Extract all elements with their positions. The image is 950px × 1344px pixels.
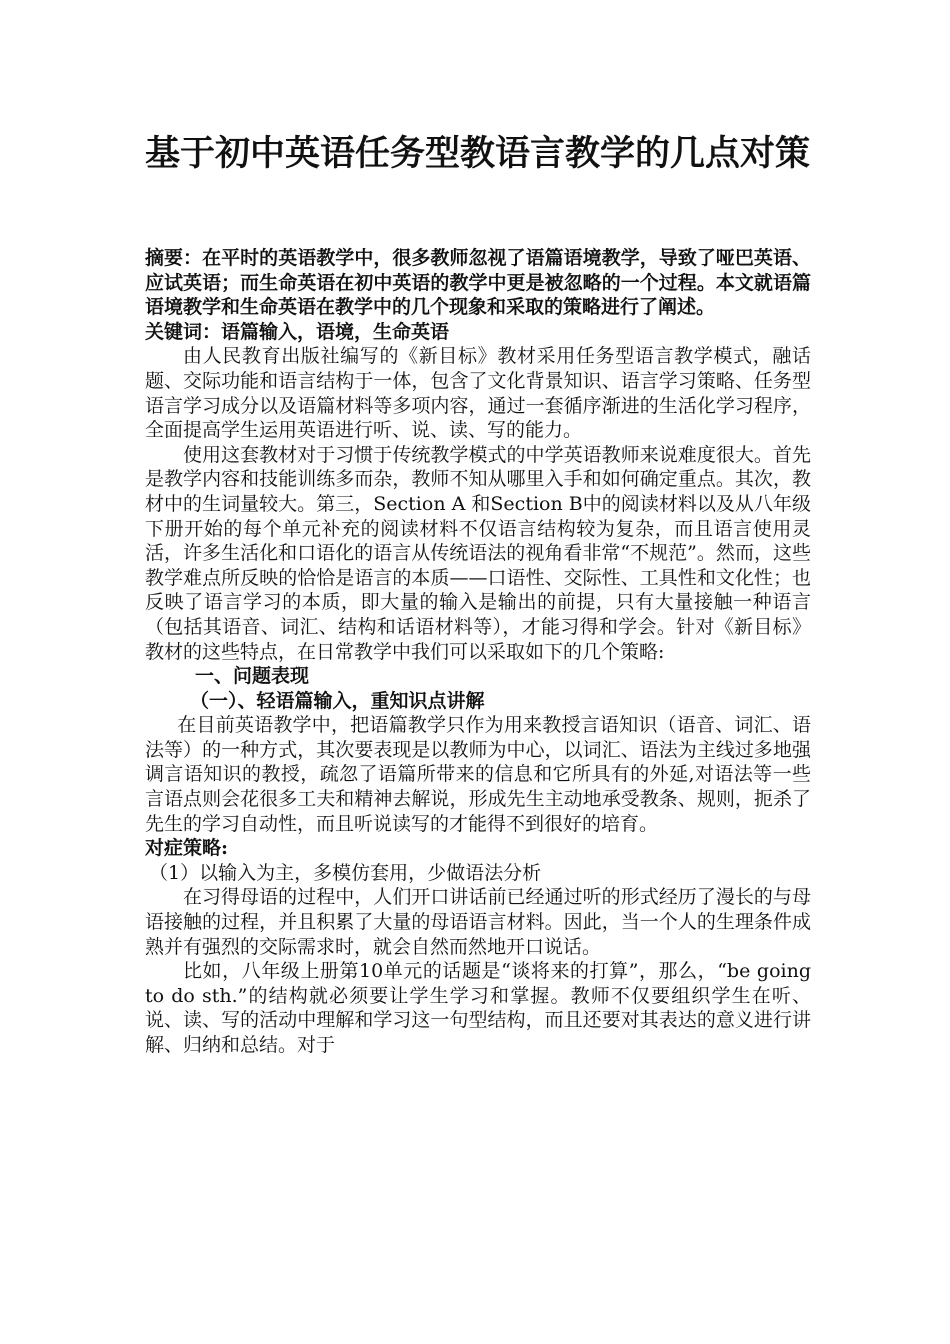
intro-paragraph-2: 使用这套教材对于习惯于传统教学模式的中学英语教师来说难度很大。首先是教学内容和技能训练多而杂，教师不知从哪里入手和如何确定重点。其次，教材中的生词量较大。第三，Section A 和Section B中的阅读材料以及从八年级下册开始的每个单元补充的阅读材料不仅语言结构较为复杂，而且语言使用灵活，许多生活化和口语化的语言从传统语法的视角看非常“不规范”。然而，这些教学难点所反映的恰恰是语言的本质——口语性、交际性、工具性和文化性；也反映了语言学习的本质，即大量的输入是输出的前提，只有大量接触一种语言（包括其语音、词汇、结构和话语材料等），才能习得和学会。针对《新目标》教材的这些特点，在日常教学中我们可以采取如下的几个策略: xyxy=(145,443,811,663)
subsection-heading-1: （一）、轻语篇输入，重知识点讲解 xyxy=(190,689,485,712)
document-body xyxy=(145,246,811,1058)
intro-paragraph-1: 由人民教育出版社编写的《新目标》教材采用任务型语言教学模式，融话题、交际功能和语言结构于一体，包含了文化背景知识、语言学习策略、任务型语言学习成分以及语篇材料等多项内容，通过一套循序渐进的生活化学习程序，全面提高学生运用英语进行听、说、读、写的能力。 xyxy=(145,345,811,442)
strategy-paragraph-1: 在习得母语的过程中，人们开口讲话前已经通过听的形式经历了漫长的与母语接触的过程，并且积累了大量的母语语言材料。因此，当一个人的生理条件成熟并有强烈的交际需求时，就会自然而然地开口说话。 xyxy=(145,886,811,958)
problem-paragraph: 在目前英语教学中，把语篇教学只作为用来教授言语知识（语音、词汇、语法等）的一种方式，其次要表现是以教师为中心，以词汇、语法为主线过多地强调言语知识的教授，疏忽了语篇所带来的信息和它所具有的外延,对语法等一些言语点则会花很多工夫和精神去解说，形成先生主动地承受教条、规则，扼杀了先生的学习自动性，而且听说读写的才能得不到很好的培育。 xyxy=(145,714,811,835)
section-heading-1: 一、问题表现 xyxy=(195,665,310,688)
strategy-item-1: （1）以输入为主，多模仿套用，少做语法分析 xyxy=(149,861,542,884)
abstract-paragraph: 摘要：在平时的英语教学中，很多教师忽视了语篇语境教学，导致了哑巴英语、应试英语；而生命英语在初中英语的教学中更是被忽略的一个过程。本文就语篇语境教学和生命英语在教学中的几个现象和采取的策略进行了阐述。 xyxy=(145,247,811,319)
strategy-label: 对症策略: xyxy=(145,837,229,860)
document-title: 基于初中英语任务型教语言教学的几点对策 xyxy=(145,134,811,174)
keywords-line: 关键词：语篇输入，语境，生命英语 xyxy=(145,320,450,343)
strategy-paragraph-2: 比如，八年级上册第10单元的话题是“谈将来的打算”，那么，“be going to do sth.”的结构就必须要让学生学习和掌握。教师不仅要组织学生在听、说、读、写的活动中理解和学习这一句型结构，而且还要对其表达的意义进行讲解、归纳和总结。对于 xyxy=(145,960,811,1056)
